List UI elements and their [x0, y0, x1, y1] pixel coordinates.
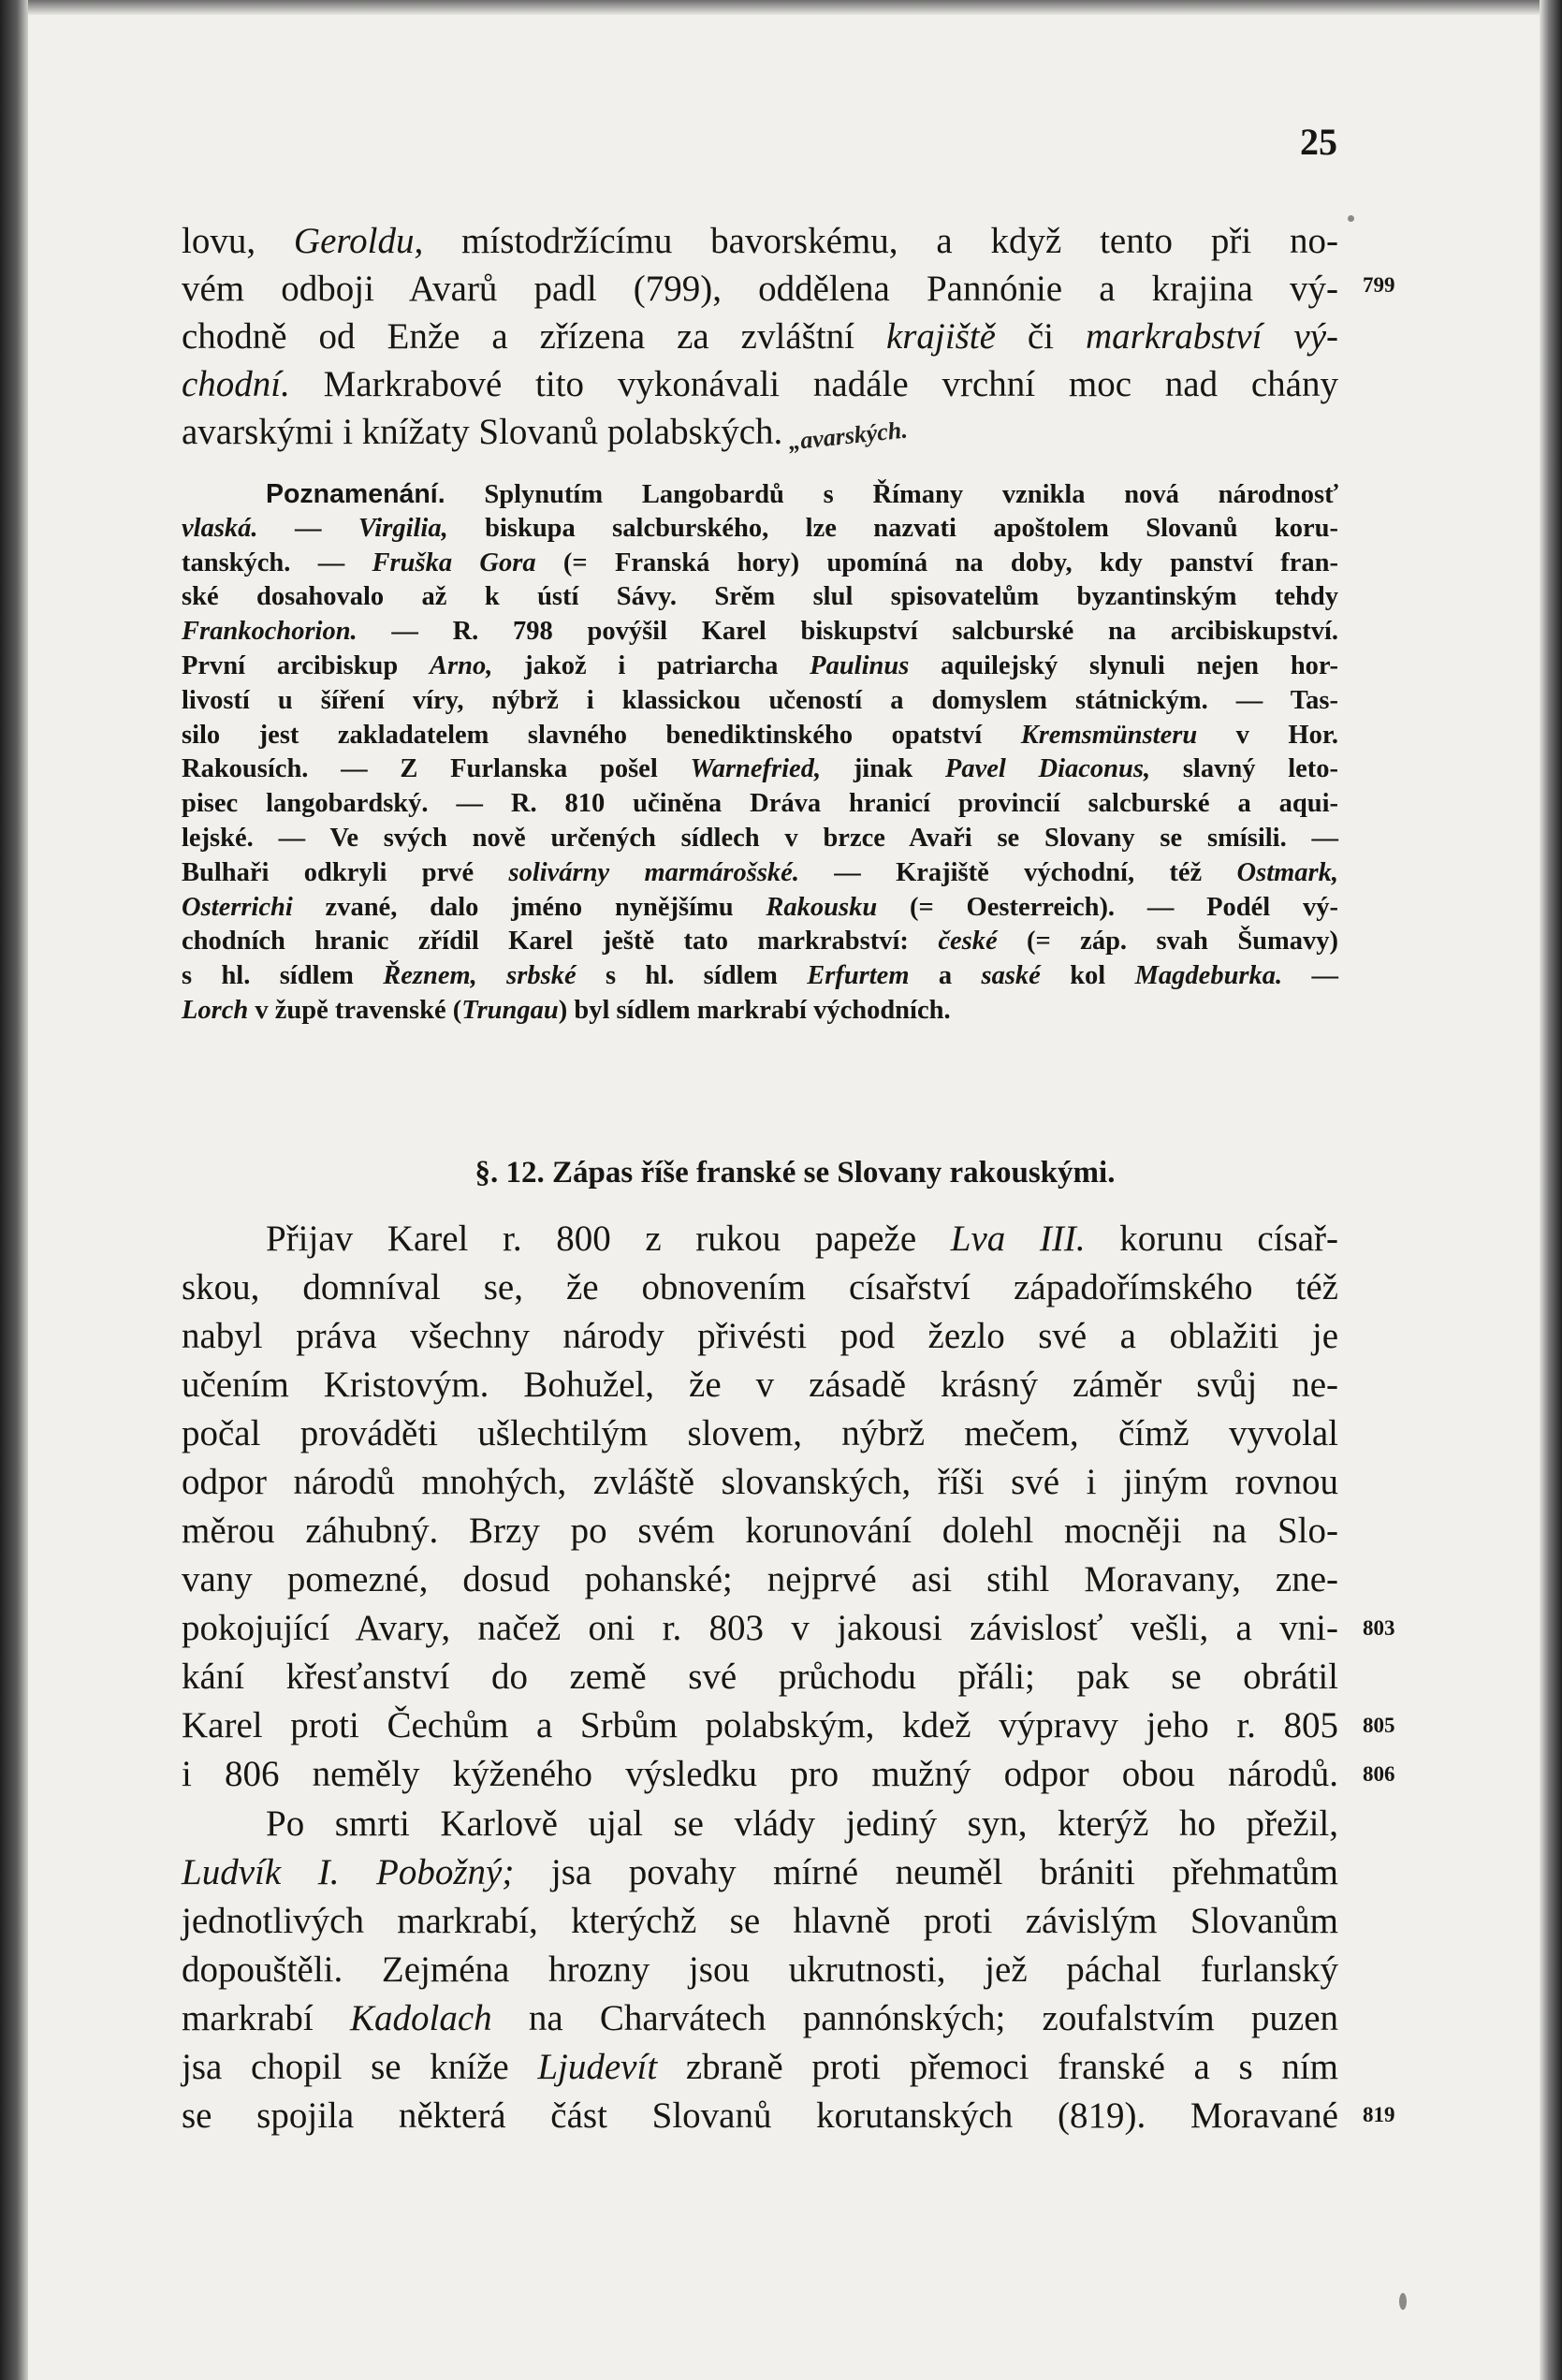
scan-speck	[1348, 215, 1354, 222]
text-run: jinak	[821, 754, 945, 784]
text-run: Rakousích. — Z Furlanska pošel	[182, 754, 691, 784]
text-run: jsa chopil se kníže	[182, 2047, 538, 2087]
text-run: markrabí	[182, 1998, 350, 2038]
text-run: odpor národů mnohých, zvláště slovanských, říši své i jiným rovnou	[182, 1462, 1338, 1502]
margin-year-799: 799	[1363, 273, 1395, 297]
text-run: kání křesťanství do země své průchodu přáli; pak se obrátil	[182, 1657, 1338, 1697]
text-run: s hl. sídlem	[182, 961, 384, 991]
text-line	[182, 360, 1338, 408]
text-run: lovu,	[182, 221, 294, 261]
text-run: aquilejský slynuli nejen hor-	[909, 650, 1338, 680]
text-run: skou, domníval se, že obnovením císařství západořímského též	[182, 1267, 1338, 1307]
text-line	[182, 477, 1338, 512]
text-line	[182, 1750, 1338, 1799]
italic-text: Warnefried,	[690, 754, 822, 784]
italic-text: Ljudevít	[537, 2047, 658, 2087]
text-line	[182, 1897, 1338, 1946]
text-run: učením Kristovým. Bohužel, že v zásadě krásný záměr svůj ne-	[182, 1365, 1338, 1405]
text-run: jakož i patriarcha	[492, 650, 810, 680]
text-line	[182, 217, 1338, 265]
paragraph-zapas	[182, 1215, 1338, 1799]
text-line	[182, 1994, 1338, 2043]
text-run: chodně od Enže a zřízena za zvláštní	[182, 316, 886, 357]
italic-text: chodní.	[182, 364, 290, 404]
italic-text: Lorch	[182, 995, 249, 1025]
italic-text: Magdeburka.	[1134, 961, 1283, 991]
italic-text: Erfurtem	[807, 961, 910, 991]
text-run: livostí u šíření víry, nýbrž i klassickou učeností a domyslem státnickým. — Tas-	[182, 685, 1338, 715]
italic-text: Pavel Diaconus,	[944, 754, 1151, 784]
italic-text: Virgilia,	[358, 513, 448, 543]
text-run: vany pomezné, dosud pohanské; nejprvé asi stihl Moravany, zne-	[182, 1559, 1338, 1599]
text-run: pokojující Avary, načež oni r. 803 v jakousi závislosť vešli, a vni-	[182, 1608, 1338, 1648]
text-line	[182, 994, 1338, 1029]
text-run: ) byl sídlem markrabí východních.	[558, 995, 951, 1025]
text-line	[182, 1555, 1338, 1604]
text-run: — Krajiště východní, též	[798, 857, 1237, 887]
text-run: —	[1282, 961, 1339, 991]
italic-text: Paulinus	[810, 650, 910, 680]
margin-year-819: 819	[1363, 2103, 1395, 2126]
text-run: místodržícímu bavorskému, a když tento při no-	[423, 221, 1338, 261]
text-run: korunu císař-	[1085, 1219, 1338, 1259]
text-line	[182, 2043, 1338, 2092]
text-run: či	[995, 316, 1086, 357]
text-line	[182, 265, 1338, 313]
text-line	[182, 1701, 1338, 1750]
section-heading: §. 12. Zápas říše franské se Slovany rakouskými.	[474, 1156, 1116, 1190]
scan-speck	[1399, 2293, 1407, 2310]
text-run: (= Franská hory) upomíná na doby, kdy panství fran-	[535, 548, 1338, 577]
text-line	[182, 547, 1338, 581]
italic-text: Ludvík I. Pobožný;	[182, 1852, 515, 1892]
margin-year-803: 803	[1363, 1616, 1395, 1640]
text-line	[182, 891, 1338, 926]
italic-text: vlaská.	[182, 513, 258, 543]
text-line	[182, 1458, 1338, 1507]
margin-year-805: 805	[1363, 1714, 1395, 1737]
text-run: slavný leto-	[1150, 754, 1338, 784]
italic-text: krajiště	[885, 316, 996, 357]
paragraph-ludvik	[182, 1800, 1338, 2140]
text-line	[182, 1848, 1338, 1897]
text-run: avarskými i knížaty Slovanů polabských.	[182, 412, 783, 452]
text-run: Karel proti Čechům a Srbům polabským, kdež výpravy jeho r. 805	[182, 1705, 1338, 1745]
text-run: Po smrti Karlově ujal se vlády jediný syn, kterýž ho přežil,	[266, 1803, 1338, 1844]
text-line	[182, 1507, 1338, 1555]
italic-text: Geroldu,	[293, 221, 424, 261]
text-run: zvané, dalo jméno nynějšímu	[292, 892, 766, 922]
text-line	[182, 684, 1338, 719]
text-run: (= Oesterreich). — Podél vý-	[877, 892, 1338, 922]
text-run: jsa povahy mírné neuměl brániti přehmatům	[514, 1852, 1338, 1892]
italic-text: Lva III.	[950, 1219, 1086, 1259]
text-line	[182, 1215, 1338, 1263]
text-line	[182, 719, 1338, 753]
text-run: s hl. sídlem	[576, 961, 808, 991]
text-run: — R. 798 povýšil Karel biskupství salcburské na arcibiskupství.	[357, 617, 1338, 647]
text-run: (= záp. svah Šumavy)	[997, 927, 1338, 956]
text-run: První arcibiskup	[182, 650, 430, 680]
text-run: chodních hranic zřídil Karel ještě tato markrabství:	[182, 927, 939, 956]
text-line	[182, 1409, 1338, 1458]
text-line	[182, 1946, 1338, 1994]
text-line	[182, 580, 1338, 615]
text-line	[182, 615, 1338, 650]
text-run: vém odboji Avarů padl (799), oddělena Pannónie a krajina vý-	[182, 269, 1338, 309]
italic-text: saské	[981, 961, 1041, 991]
text-line	[182, 1653, 1338, 1701]
text-run: Přijav Karel r. 800 z rukou papeže	[266, 1219, 951, 1259]
text-line	[182, 313, 1338, 360]
text-run: v Hor.	[1197, 720, 1339, 750]
italic-text: Kadolach	[349, 1998, 492, 2038]
italic-text: Trungau	[461, 995, 559, 1025]
text-run: biskupa salcburského, lze nazvati apoštolem Slovanů koru-	[447, 513, 1338, 543]
text-line	[182, 822, 1338, 856]
footnote-block	[182, 477, 1338, 1029]
italic-text: markrabství vý-	[1085, 316, 1338, 357]
italic-text: české	[938, 927, 998, 956]
italic-text: Ostmark,	[1236, 857, 1338, 887]
italic-text: Arno,	[430, 650, 493, 680]
text-run: i 806 neměly kýženého výsledku pro mužný odpor obou národů.	[182, 1754, 1338, 1794]
text-line	[182, 959, 1338, 994]
margin-year-806: 806	[1363, 1762, 1395, 1786]
text-run: počal prováděti ušlechtilým slovem, nýbrž mečem, čímž vyvolal	[182, 1413, 1338, 1453]
text-line	[182, 2092, 1338, 2140]
text-line	[182, 1361, 1338, 1409]
italic-text: Frankochorion.	[182, 617, 358, 647]
text-run: a	[909, 961, 982, 991]
text-run: pisec langobardský. — R. 810 učiněna Dráva hranicí provincií salcburské a aqui-	[182, 789, 1338, 819]
text-run	[477, 961, 506, 990]
text-run: —	[257, 513, 358, 543]
text-run: na Charvátech pannónských; zoufalstvím puzen	[491, 1998, 1339, 2038]
page-number: 25	[1300, 121, 1337, 163]
text-run: dopouštěli. Zejména hrozny jsou ukrutnosti, jež páchal furlanský	[182, 1949, 1338, 1990]
text-run: silo jest zakladatelem slavného benediktinského opatství	[182, 720, 1021, 750]
text-run: Markrabové tito vykonávali nadále vrchní moc nad chány	[289, 364, 1338, 404]
text-line	[182, 856, 1338, 891]
text-run: Splynutím Langobardů s Římany vznikla nová národnosť	[445, 480, 1338, 509]
italic-text: Řeznem,	[383, 961, 477, 991]
text-line	[182, 650, 1338, 684]
scan-edge-top	[0, 0, 1562, 15]
text-run: v župě travenské (	[248, 995, 462, 1025]
italic-text: Rakousku	[766, 892, 878, 922]
text-line	[182, 1312, 1338, 1361]
text-run: tanských. —	[182, 548, 372, 577]
text-run: lejské. — Ve svých nově určených sídlech v brzce Avaři se Slovany se smísili. —	[182, 823, 1338, 853]
text-run: zbraně proti přemoci franské a s ním	[657, 2047, 1338, 2087]
text-run: ské dosahovalo až k ústí Sávy. Srěm slul spisovatelům byzantinským tehdy	[182, 582, 1338, 612]
italic-text: Osterrichi	[182, 892, 293, 922]
italic-text: Kremsmünsteru	[1020, 720, 1198, 750]
text-line	[182, 512, 1338, 547]
text-line	[182, 1604, 1338, 1653]
text-run: nabyl práva všechny národy přivésti pod žezlo své a oblažiti je	[182, 1316, 1338, 1356]
text-run: kol	[1040, 961, 1135, 991]
text-line	[182, 752, 1338, 787]
text-run: měrou záhubný. Brzy po svém korunování dolehl mocněji na Slo-	[182, 1511, 1338, 1551]
paragraph-continued	[182, 217, 1338, 456]
text-line	[182, 925, 1338, 959]
text-line	[182, 1800, 1338, 1848]
text-line	[182, 408, 1338, 456]
italic-text: Fruška Gora	[372, 548, 536, 577]
text-run: se spojila některá část Slovanů korutanských (819). Moravané	[182, 2095, 1338, 2136]
footnote-label: Poznamenání.	[266, 479, 445, 509]
text-line	[182, 787, 1338, 822]
italic-text: solivárny marmárošské.	[508, 857, 799, 887]
handwritten-note: „avarských.	[787, 416, 910, 456]
text-line	[182, 1263, 1338, 1312]
text-run: jednotlivých markrabí, kterýchž se hlavně proti závislým Slovanům	[182, 1901, 1338, 1941]
text-run: Bulhaři odkryli prvé	[182, 857, 509, 887]
italic-text: srbské	[506, 961, 577, 991]
